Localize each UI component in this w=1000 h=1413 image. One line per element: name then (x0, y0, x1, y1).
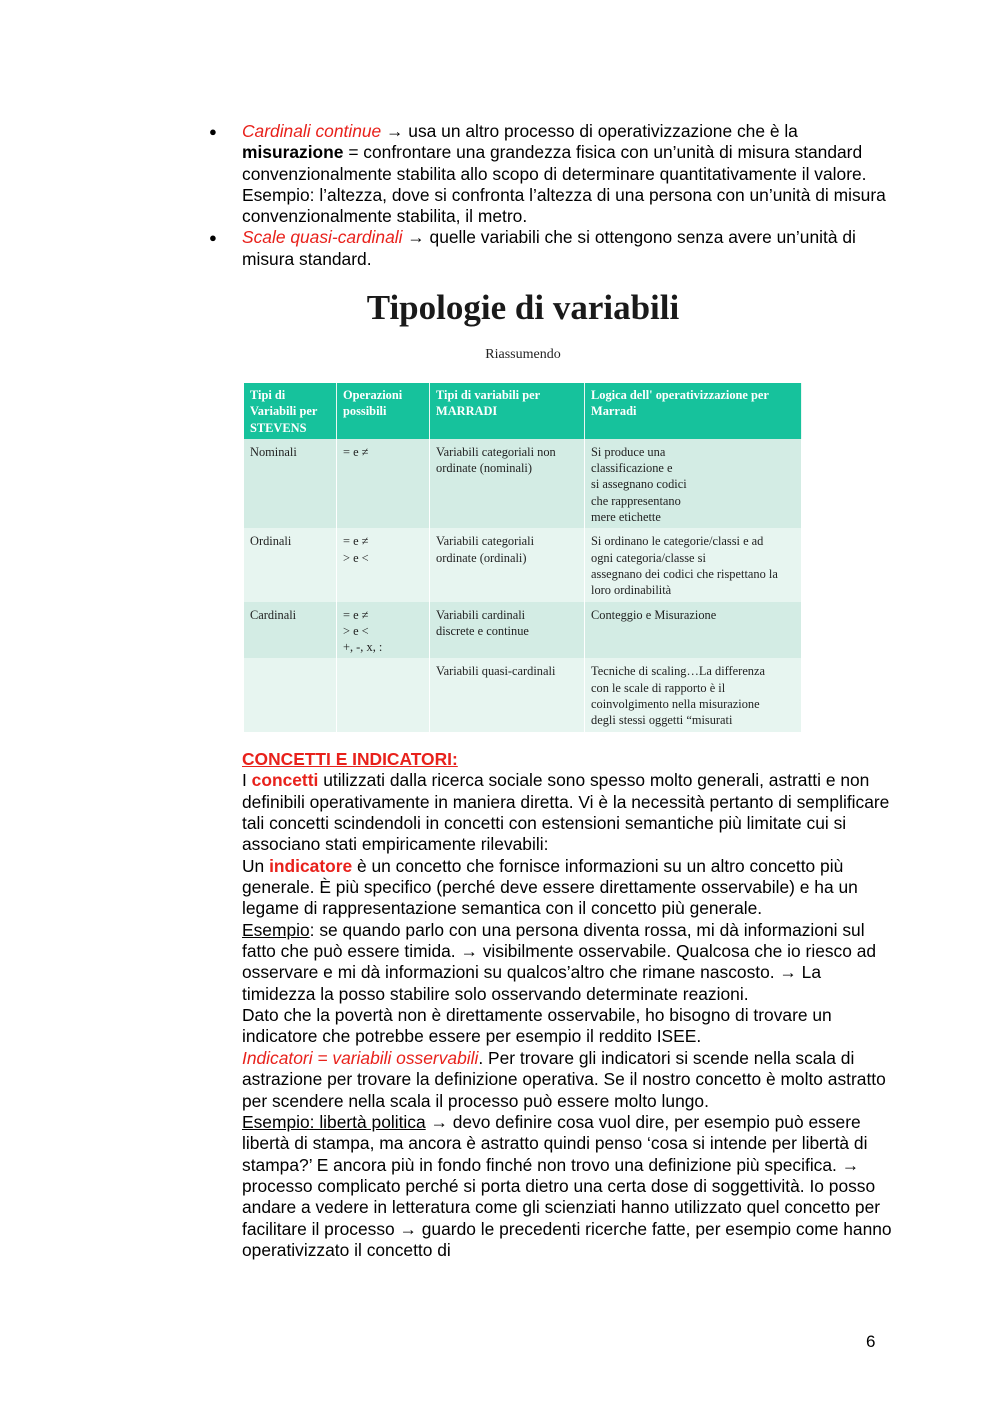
term-scale-quasi-cardinali: Scale quasi-cardinali (242, 227, 403, 248)
paragraph-text: Un (242, 855, 270, 876)
paragraph-text: → devo definire cosa vuol dire, per esempio può essere libertà di stampa, ma ancora è astratto quindi penso ‘cosa si intende per libertà di stampa?’ E ancora più in fondo finché non trovo una definizione più specifica. → processo complicato perché si porta dietro una certa dose di soggettività. Io posso andare a vedere in letteratura come gli scienziati hanno utilizzato quel concetto per facilitare il processo → guardo le precedenti ricerche fatte, per esempio come hanno operativizzato il concetto di (242, 1111, 892, 1260)
table-cell: Variabili quasi-cardinali (430, 658, 585, 731)
slide-subtitle: Riassumendo (485, 347, 561, 362)
term-indicatori: Indicatori = variabili osservabili (242, 1047, 479, 1068)
table-row (244, 439, 802, 528)
table-cell (244, 658, 337, 731)
table-cell: Variabili categoriali non ordinate (nominali) (430, 439, 585, 528)
table-cell: Variabili cardinali discrete e continue (430, 602, 585, 659)
table-row (244, 658, 802, 731)
bullet-text: = confrontare una grandezza fisica con un’unità di misura standard convenzionalmente stabilita allo scopo di determinare quantitativamente il valore. Esempio: l’altezza, dove si confronta l’altezza di una persona con un’unità di misura convenzionalmente stabilita, il metro. (242, 142, 886, 227)
paragraph-text: utilizzati dalla ricerca sociale sono spesso molto generali, astratti e non definibili operativamente in maniera diretta. Vi è la necessità pertanto di semplificare tali concetti scindendoli in concetti con estensioni semantiche più limitate cui si associano stati empiricamente rilevabili: (242, 770, 890, 855)
table-cell: Cardinali (244, 602, 337, 659)
table-row (244, 602, 802, 659)
section-concetti-indicatori (242, 749, 892, 1261)
term-cardinali-continue: Cardinali continue (242, 121, 382, 141)
paragraph-indicatori (242, 1048, 892, 1112)
paragraph-poverta: Dato che la povertà non è direttamente osservabile, ho bisogno di trovare un indicatore che potrebbe essere per esempio il reddito ISEE. (242, 1005, 832, 1047)
table-header-row (244, 383, 802, 439)
bullet-item-scale-quasi-cardinali (205, 227, 895, 270)
bullet-text: → usa un altro processo di operativizzazione che è la (381, 121, 798, 141)
table-cell: Si ordinano le categorie/classi e ad ogni categoria/classe si assegnano dei codici che rispettano la loro ordinabilità (585, 528, 802, 601)
bullet-list (205, 121, 895, 270)
label-esempio: Esempio (242, 919, 310, 940)
slide-image (242, 282, 804, 728)
table-cell: Ordinali (244, 528, 337, 601)
term-misurazione: misurazione (242, 142, 344, 163)
paragraph-esempio (242, 920, 892, 1005)
paragraph-text: : se quando parlo con una persona diventa rossa, mi dà informazioni sul fatto che può essere timida. → visibilmente osservabile. Qualcosa che io riesco ad osservare e mi dà informazioni su qualcos’altro che rimane nascosto. → La timidezza la posso stabilire solo osservando determinate reazioni. (242, 919, 877, 1004)
variable-types-table (244, 383, 802, 732)
table-row (244, 528, 802, 601)
term-indicatore: indicatore (269, 855, 353, 876)
label-esempio-liberta: Esempio: libertà politica (242, 1111, 426, 1132)
term-concetti: concetti (251, 770, 319, 791)
bullet-dot-icon: ● (209, 124, 217, 139)
paragraph-liberta-politica (242, 1112, 892, 1261)
table-cell: Variabili categoriali ordinate (ordinali) (430, 528, 585, 601)
table-cell: Conteggio e Misurazione (585, 602, 802, 659)
header-cell: Operazioni possibili (337, 383, 430, 439)
paragraph-text: I (242, 770, 252, 791)
table-cell: = e ≠ > e < +, -, x, : (337, 602, 430, 659)
paragraph-text: è un concetto che fornisce informazioni su un altro concetto più generale. È più specifico (perché deve essere direttamente osservabile) e ha un legame di rappresentazione semantica con il concetto più generale. (242, 855, 858, 919)
paragraph-text: . Per trovare gli indicatori si scende nella scala di astrazione per trovare la definizione operativa. Se il nostro concetto è molto astratto per scendere nella scala il processo può essere molto lungo. (242, 1047, 886, 1111)
paragraph-indicatore (242, 856, 892, 920)
table-cell: Si produce una classificazione e si assegnano codici che rappresentano mere etichette (585, 439, 802, 528)
header-cell: Logica dell' operativizzazione per Marradi (585, 383, 802, 439)
paragraph-concetti (242, 770, 892, 855)
bullet-dot-icon: ● (209, 230, 217, 246)
bullet-item-cardinali-continue (205, 121, 895, 227)
slide-title: Tipologie di variabili (366, 288, 680, 327)
table-cell (337, 658, 430, 731)
table-cell: = e ≠ (337, 439, 430, 528)
page-number: 6 (866, 1332, 876, 1351)
header-cell: Tipi di Variabili per STEVENS (244, 383, 337, 439)
table-cell: Tecniche di scaling…La differenza con le scale di rapporto è il coinvolgimento nella misurazione degli stessi oggetti “misurati (585, 658, 802, 731)
table-cell: = e ≠ > e < (337, 528, 430, 601)
table-cell: Nominali (244, 439, 337, 528)
section-heading: CONCETTI E INDICATORI: (242, 749, 458, 769)
header-cell: Tipi di variabili per MARRADI (430, 383, 585, 439)
bullet-text: → quelle variabili che si ottengono senza avere un’unità di misura standard. (242, 227, 856, 269)
